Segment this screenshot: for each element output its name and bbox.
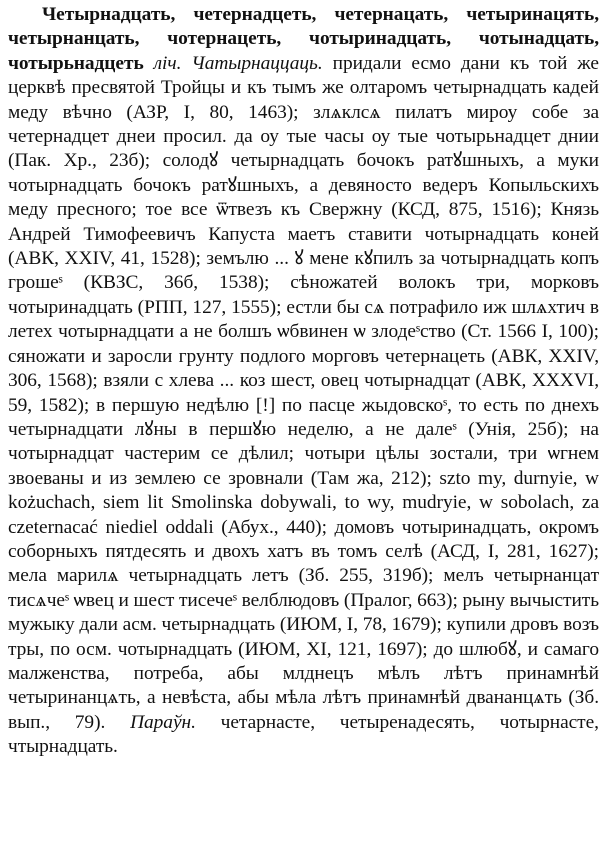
etymology-label: Параўн. <box>130 711 196 733</box>
entry-headword: Четырнадцать, четернадцеть, четернацать, четыринацять, четырнанцать, чотернацеть, чотыринадцать, чотынадцать, чотырьнадцеть <box>8 4 599 74</box>
etymology-text: четарнасте, четыренадесять, чотырнасте, чтырнадцать. <box>8 711 599 758</box>
part-of-speech: ліч. <box>153 52 182 74</box>
entry-body: придали есмо дани къ той же церквѣ пресвятой Тройцы и къ тымъ же олтаромъ четырнадцать кадей меду вѣчно (АЗР, I, 80, 1463); злѧклсѧ пилатъ мироу собе за четернадцет днеи просил. да оу тые часы оу тые чотырьнадцет днии (Пак. Хр., 23б); солодꙋ четырнадцать бочокъ ратꙋшныхъ, а муки чотырнадцать бочокъ ратꙋшныхъ, а девяносто ведеръ Копыльскихъ меду пресного; тое все ѿтвезъ къ Свержну (КСД, 875, 1516); Князь Андрей Тимофеевичъ Капуста маетъ ставити чотырнадцать коней (АВК, XXIV, 41, 1528); земълю ... ꙋ мене кꙋпилъ за чотырнадцать копъ грошеˢ (КВЗС, 36б, 1538); сѣножатей волокъ три, морковъ чотыринадцать (РПП, 127, 1555); естли бы сѧ потрафило иж шлѧхтич в летех чотырнадцати а не болшъ ѡбвинен ѡ злодеˢство (Ст. 1566 I, 100); сяножати и заросли грунту подлого морговъ четернацеть (АВК, XXIV, 306, 1568); взяли с хлева ... коз шест, овец чотырнадцат (АВК, XXXVI, 59, 1582); в першую недѣлю [!] по пасце жыдовскоˢ, то есть по днехъ четырнадцати лꙋны в першꙋю неделю, а не далеˢ (Унія, 25б); на чотырнадцат частерим се дѣлил; чотыри цѣлы зостали, три ѡгнем звоеваны и из землею се зровнали (Там жа, 212); szto my, durnyie, w kożuchach, siem lit Smolinska dobywali, to wy, mudryie, w sobolach, za czeternacać niediel oddali (Абух., 440); домовъ чотыринадцать, окромъ соборныхъ пятдесять и двохъ хатъ въ томъ селѣ (АСД, I, 281, 1627); мела марилѧ четырнадцать летъ (Зб. 255, 319б); мелъ четырнанцат тисѧчеˢ ѡвец и шест тисечеˢ велблюдовъ (Пралог, 663); рыну вычыстить мужыку дали асм. четырнадцать (ИЮМ, I, 78, 1679); купили дровъ возъ тры, по осм. чотырнадцать (ИЮМ, XI, 121, 1697); до шлюбꙋ, и самаго малженства, потреба, абы млднецъ мѣлъ лѣтъ принамнѣй четыринанцѧть, а невѣста, абы мѣла лѣтъ принамнѣй двананцѧть (Зб. вып., 79). <box>8 52 599 733</box>
entry-gloss: Чатырнаццаць. <box>191 52 323 74</box>
dictionary-entry <box>8 3 599 760</box>
